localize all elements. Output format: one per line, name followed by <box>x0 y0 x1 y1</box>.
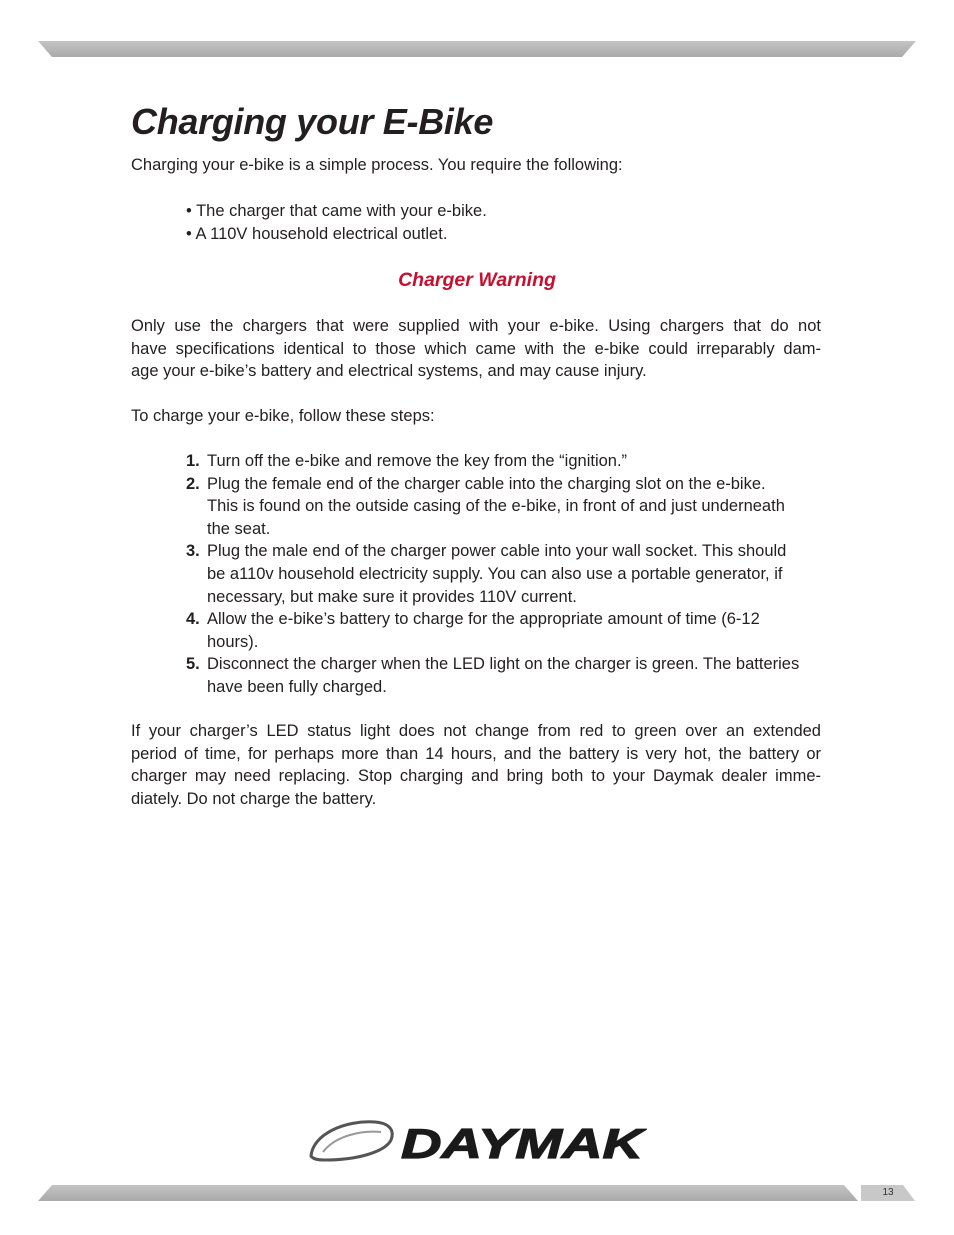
logo-swoosh-icon <box>311 1122 392 1160</box>
requirement-item: • A 110V household electrical outlet. <box>186 224 448 243</box>
step-line: Plug the male end of the charger power cable into your wall socket. This should <box>207 542 787 561</box>
step-item <box>186 540 822 608</box>
step-number: 3. <box>186 542 200 561</box>
step-number: 2. <box>186 474 200 493</box>
step-item <box>186 608 822 653</box>
step-line: necessary, but make sure it provides 110V current. <box>207 587 577 606</box>
step-line: Turn off the e-bike and remove the key from the “ignition.” <box>207 452 628 470</box>
step-item <box>186 473 822 541</box>
steps-list <box>186 450 822 699</box>
warning-paragraph <box>131 315 821 383</box>
step-line: the seat. <box>207 519 271 538</box>
step-item <box>186 450 822 473</box>
logo-swoosh-inner-icon <box>323 1132 381 1152</box>
step-line: Disconnect the charger when the LED light on the charger is green. The batteries <box>207 655 800 674</box>
requirement-item: • The charger that came with your e-bike. <box>186 202 487 220</box>
step-line: Allow the e-bike’s battery to charge for the appropriate amount of time (6-12 <box>207 610 760 629</box>
step-number: 1. <box>186 452 200 470</box>
intro-text: Charging your e-bike is a simple process. You require the following: <box>131 156 623 174</box>
step-line: Plug the female end of the charger cable into the charging slot on the e-bike. <box>207 474 766 493</box>
paragraph-line: diately. Do not charge the battery. <box>131 789 377 808</box>
closing-paragraph <box>131 720 821 810</box>
step-number: 4. <box>186 610 200 629</box>
top-decorative-band <box>38 41 916 57</box>
step-number: 5. <box>186 655 200 674</box>
paragraph-line: If your charger’s LED status light does not change from red to green over an extended <box>131 722 821 740</box>
step-item <box>186 653 822 698</box>
paragraph-line: have specifications identical to those which came with the e-bike could irreparably dam- <box>131 339 821 358</box>
requirements-list <box>186 200 487 245</box>
steps-intro: To charge your e-bike, follow these steps: <box>131 407 435 425</box>
warning-heading: Charger Warning <box>398 269 556 291</box>
bottom-decorative-band <box>38 1185 858 1201</box>
step-line: have been fully charged. <box>207 677 387 696</box>
page-number: 13 <box>882 1187 894 1198</box>
step-line: hours). <box>207 632 259 651</box>
step-line: be a110v household electricity supply. You can also use a portable generator, if <box>207 564 783 583</box>
paragraph-line: Only use the chargers that were supplied with your e-bike. Using chargers that do not <box>131 317 821 335</box>
step-line: This is found on the outside casing of the e-bike, in front of and just underneath <box>207 497 785 516</box>
page-title: Charging your E-Bike <box>131 101 494 142</box>
paragraph-line: period of time, for perhaps more than 14 hours, and the battery is very hot, the battery or <box>131 744 821 763</box>
paragraph-line: age your e-bike’s battery and electrical systems, and may cause injury. <box>131 362 647 381</box>
daymak-logo <box>305 1112 647 1166</box>
paragraph-line: charger may need replacing. Stop charging and bring both to your Daymak dealer imme- <box>131 767 821 786</box>
logo-wordmark: DAYMAK <box>401 1120 647 1166</box>
